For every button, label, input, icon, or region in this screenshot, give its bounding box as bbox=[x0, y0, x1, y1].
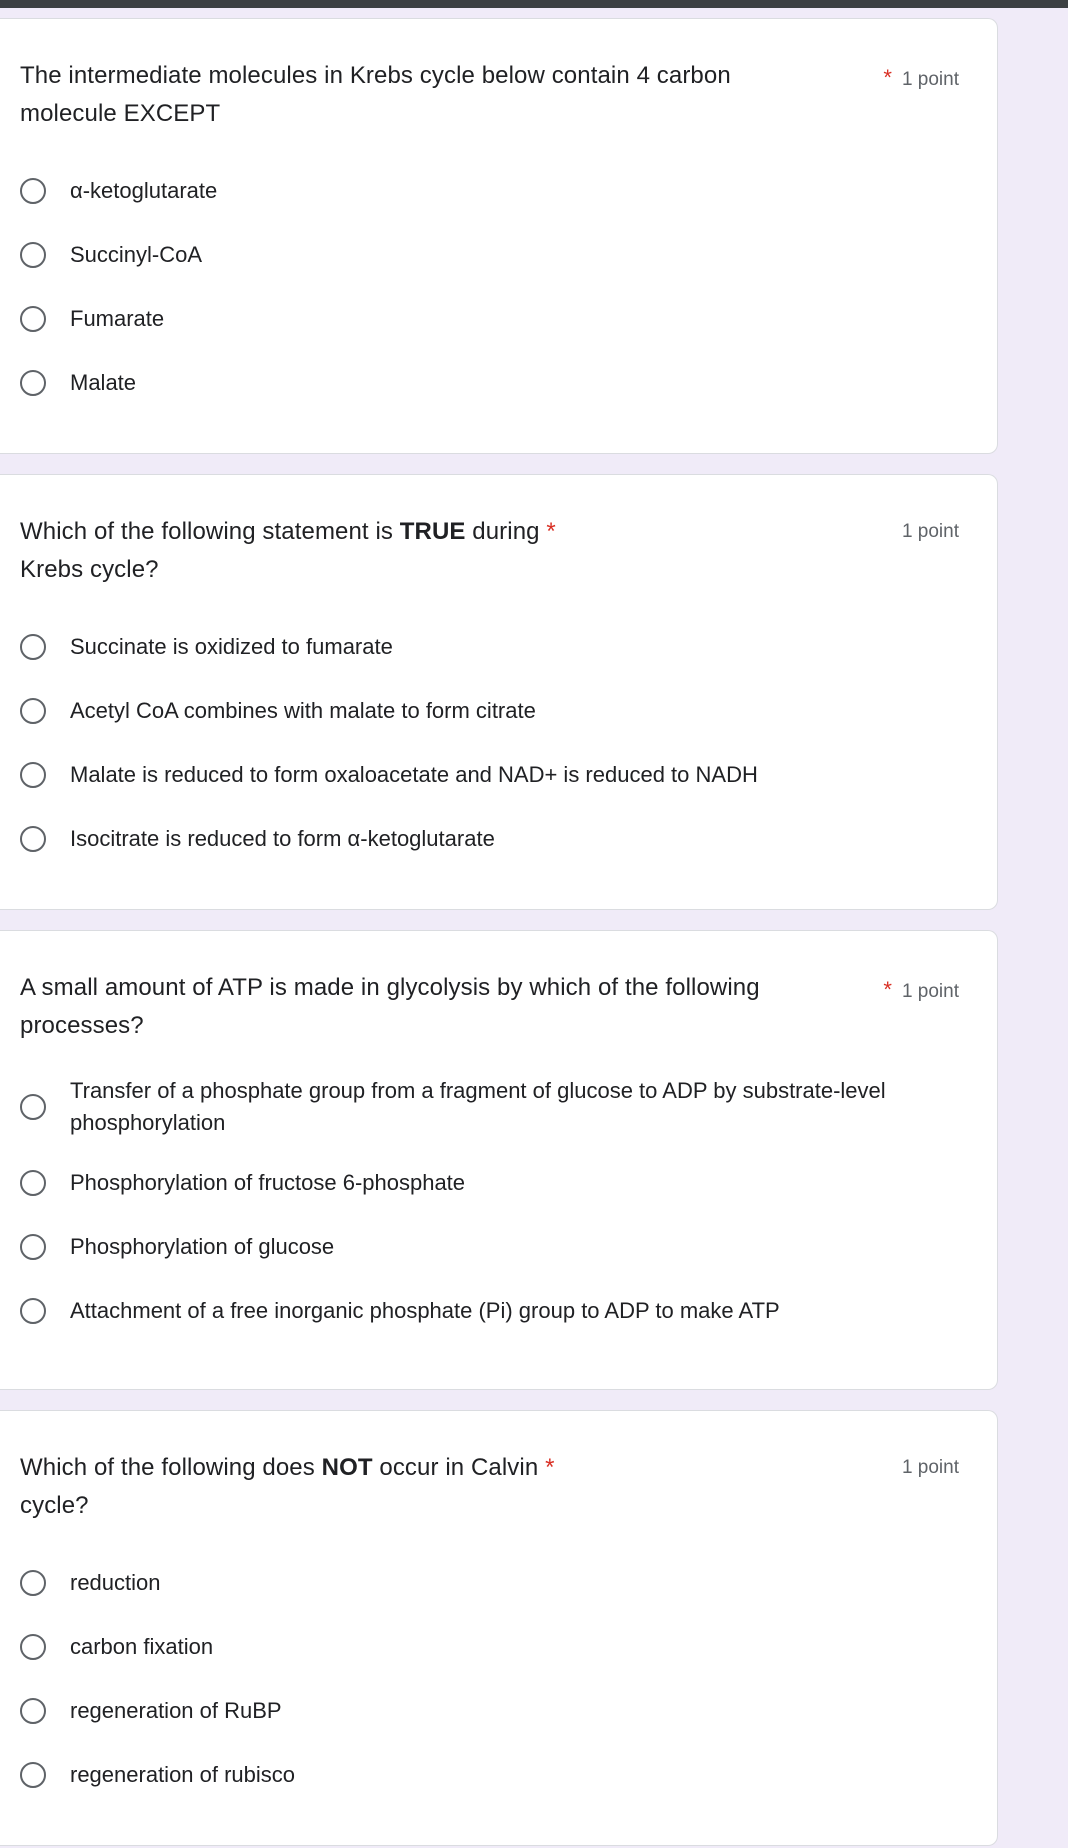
radio-button[interactable] bbox=[20, 1170, 46, 1196]
question-card-4 bbox=[0, 1410, 998, 1846]
radio-button[interactable] bbox=[20, 1234, 46, 1260]
option-label: regeneration of rubisco bbox=[70, 1762, 296, 1787]
option-label: reduction bbox=[70, 1570, 161, 1595]
option-label: regeneration of RuBP bbox=[70, 1698, 282, 1723]
option-row[interactable] bbox=[20, 1551, 980, 1615]
question-header bbox=[20, 57, 920, 133]
option-label: Acetyl CoA combines with malate to form citrate bbox=[70, 698, 536, 723]
options-list bbox=[20, 615, 980, 871]
question-title: Which of the following statement is TRUE during * Krebs cycle? bbox=[20, 518, 556, 583]
option-row[interactable] bbox=[20, 1151, 980, 1215]
option-label: Attachment of a free inorganic phosphate (Pi) group to ADP to make ATP bbox=[70, 1298, 780, 1323]
option-row[interactable] bbox=[20, 1615, 980, 1679]
question-title: A small amount of ATP is made in glycolysis by which of the following processes? bbox=[20, 974, 760, 1039]
option-row[interactable] bbox=[20, 743, 980, 807]
radio-button[interactable] bbox=[20, 1094, 46, 1120]
radio-button[interactable] bbox=[20, 698, 46, 724]
option-label: Transfer of a phosphate group from a fragment of glucose to ADP by substrate-level phosphorylation bbox=[70, 1078, 886, 1135]
radio-button[interactable] bbox=[20, 1762, 46, 1788]
options-list bbox=[20, 159, 980, 415]
radio-button[interactable] bbox=[20, 1698, 46, 1724]
option-row[interactable] bbox=[20, 1063, 980, 1151]
option-label: Isocitrate is reduced to form α-ketoglutarate bbox=[70, 826, 495, 851]
option-label: Succinyl-CoA bbox=[70, 242, 203, 267]
option-label: Phosphorylation of glucose bbox=[70, 1234, 335, 1259]
radio-button[interactable] bbox=[20, 242, 46, 268]
required-asterisk: * bbox=[883, 65, 892, 90]
question-header bbox=[20, 969, 920, 1045]
radio-button[interactable] bbox=[20, 1570, 46, 1596]
option-row[interactable] bbox=[20, 679, 980, 743]
question-header bbox=[20, 1449, 920, 1525]
points-label: 1 point bbox=[901, 1457, 959, 1478]
option-label: Succinate is oxidized to fumarate bbox=[70, 634, 393, 659]
radio-button[interactable] bbox=[20, 1634, 46, 1660]
required-asterisk: * bbox=[546, 518, 556, 545]
option-row[interactable] bbox=[20, 1743, 980, 1807]
option-row[interactable] bbox=[20, 1215, 980, 1279]
option-label: Fumarate bbox=[70, 306, 165, 331]
question-card-1 bbox=[0, 18, 998, 454]
radio-button[interactable] bbox=[20, 762, 46, 788]
option-row[interactable] bbox=[20, 287, 980, 351]
question-title-emphasis: NOT bbox=[321, 1454, 373, 1481]
points-label: 1 point bbox=[901, 521, 959, 542]
option-row[interactable] bbox=[20, 1679, 980, 1743]
radio-button[interactable] bbox=[20, 306, 46, 332]
question-header bbox=[20, 513, 920, 589]
radio-button[interactable] bbox=[20, 634, 46, 660]
question-title: Which of the following does NOT occur in Calvin * cycle? bbox=[20, 1454, 555, 1519]
required-asterisk: * bbox=[883, 977, 892, 1002]
option-row[interactable] bbox=[20, 1279, 980, 1343]
options-list bbox=[20, 1063, 980, 1343]
question-card-2 bbox=[0, 474, 998, 910]
radio-button[interactable] bbox=[20, 1298, 46, 1324]
option-row[interactable] bbox=[20, 223, 980, 287]
radio-button[interactable] bbox=[20, 826, 46, 852]
required-asterisk: * bbox=[545, 1454, 555, 1481]
option-label: Malate bbox=[70, 370, 137, 395]
option-label: α-ketoglutarate bbox=[70, 178, 218, 203]
option-label: Phosphorylation of fructose 6-phosphate bbox=[70, 1170, 466, 1195]
question-title: The intermediate molecules in Krebs cycle below contain 4 carbon molecule EXCEPT bbox=[20, 62, 731, 127]
option-row[interactable] bbox=[20, 159, 980, 223]
option-label: carbon fixation bbox=[70, 1634, 214, 1659]
option-row[interactable] bbox=[20, 807, 980, 871]
question-card-3 bbox=[0, 930, 998, 1390]
option-row[interactable] bbox=[20, 351, 980, 415]
top-bar bbox=[0, 0, 1068, 8]
options-list bbox=[20, 1551, 980, 1807]
option-row[interactable] bbox=[20, 615, 980, 679]
radio-button[interactable] bbox=[20, 370, 46, 396]
points-label: * 1 point bbox=[883, 977, 959, 1002]
question-title-emphasis: TRUE bbox=[399, 518, 466, 545]
points-label: * 1 point bbox=[883, 65, 959, 90]
option-label: Malate is reduced to form oxaloacetate and NAD+ is reduced to NADH bbox=[70, 762, 758, 787]
radio-button[interactable] bbox=[20, 178, 46, 204]
